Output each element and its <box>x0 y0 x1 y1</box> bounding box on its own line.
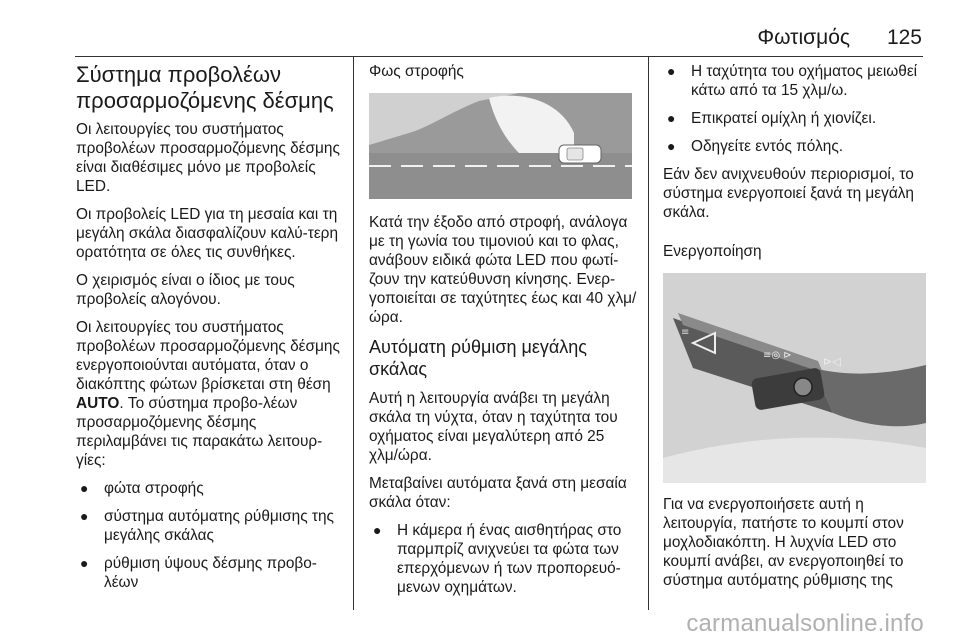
paragraph: Οι λειτουργίες του συστήματος προβολέων προσαρμοζόμενης δέσμης ενεργοποιούνται αυτόματα, όταν ο διακόπτης φώτων βρίσκεται στη θέση AUTO. Το σύστημα προβο-λέων προσαρμοζόμενης δέσμης περιλαμβάνει τις παρακάτω λειτουρ-γίες: <box>76 319 340 469</box>
column-1 <box>76 62 344 601</box>
column-2 <box>369 62 637 606</box>
header-rule <box>75 56 923 57</box>
paragraph: Αυτή η λειτουργία ανάβει τη μεγάλη σκάλα τη νύχτα, όταν η ταχύτητα του οχήματος είναι μεγαλύτερη από 25 χλμ/ώρα. <box>369 390 618 464</box>
cornering-light-heading: Φως στροφής <box>369 63 464 80</box>
condition-list-continued <box>663 62 931 156</box>
page-header <box>0 22 960 54</box>
section-title: Φωτισμός <box>757 26 850 49</box>
stalk-switch-illustration <box>663 273 926 483</box>
list-item: ● Η κάμερα ή ένας αισθητήρας στο παρμπρίζ ανιχνεύει τα φώτα των επερχόμενων ή των προπορευό-μενων οχημάτων. <box>369 521 637 597</box>
paragraph: Ο χειρισμός είναι ο ίδιος με τους προβολείς αλογόνου. <box>76 272 295 308</box>
condition-list <box>369 521 637 597</box>
list-item: ● φώτα στροφής <box>76 479 344 498</box>
paragraph: Οι λειτουργίες του συστήματος προβολέων προσαρμοζόμενης δέσμης είναι διαθέσιμες μόνο με προβολείς LED. <box>76 121 340 195</box>
paragraph: Μεταβαίνει αυτόματα ξανά στη μεσαία σκάλα όταν: <box>369 475 627 511</box>
svg-text:⊳◁: ⊳◁ <box>823 355 841 368</box>
list-item: ● ρύθμιση ύψους δέσμης προβο-λέων <box>76 554 344 592</box>
adaptive-headlights-heading: Σύστημα προβολέων προσαρμοζόμενης δέσμης <box>76 62 334 113</box>
auto-keyword: AUTO <box>76 395 120 412</box>
column-divider-1 <box>353 56 354 610</box>
column-divider-2 <box>648 56 649 610</box>
watermark: carmanualsonline.info <box>686 610 924 637</box>
paragraph: Κατά την έξοδο από στροφή, ανάλογα με τη γωνία του τιμονιού και το φλας, ανάβουν ειδικά φώτα LED που φωτί-ζουν την κατεύθυνση κίνησης. Ενερ-γοποιείται σε ταχύτητες έως και 40 χλμ/ώρα. <box>369 214 637 326</box>
page-number: 125 <box>886 26 922 49</box>
paragraph: Για να ενεργοποιήσετε αυτή η λειτουργία, πατήστε το κουμπί στον μοχλοδιακόπτη. Η λυχνία LED στο κουμπί ανάβει, αν ενεργοποιηθεί το σύστημα αυτόματης ρύθμισης της <box>663 496 904 589</box>
column-3 <box>663 62 931 599</box>
auto-high-beam-heading: Αυτόματη ρύθμιση μεγάλης σκάλας <box>369 337 587 379</box>
feature-list <box>76 479 344 592</box>
activation-heading: Ενεργοποίηση <box>663 243 762 260</box>
paragraph: Οι προβολείς LED για τη μεσαία και τη μεγάλη σκάλα διασφαλίζουν καλύ-τερη ορατότητα σε όλες τις συνθήκες. <box>76 206 339 261</box>
list-item: ● σύστημα αυτόματης ρύθμισης της μεγάλης σκάλας <box>76 507 344 545</box>
svg-text:≡◎ ⊳: ≡◎ ⊳ <box>763 350 792 361</box>
cornering-light-illustration <box>369 93 632 199</box>
list-item: ● Η ταχύτητα του οχήματος μειωθεί κάτω από τα 15 χλμ/ω. <box>663 62 931 100</box>
list-item: ● Επικρατεί ομίχλη ή χιονίζει. <box>663 109 931 128</box>
paragraph: Εάν δεν ανιχνευθούν περιορισμοί, το σύστημα ενεργοποιεί ξανά τη μεγάλη σκάλα. <box>663 166 914 221</box>
svg-text:≡: ≡ <box>681 327 690 338</box>
list-item: ● Οδηγείτε εντός πόλης. <box>663 137 931 156</box>
